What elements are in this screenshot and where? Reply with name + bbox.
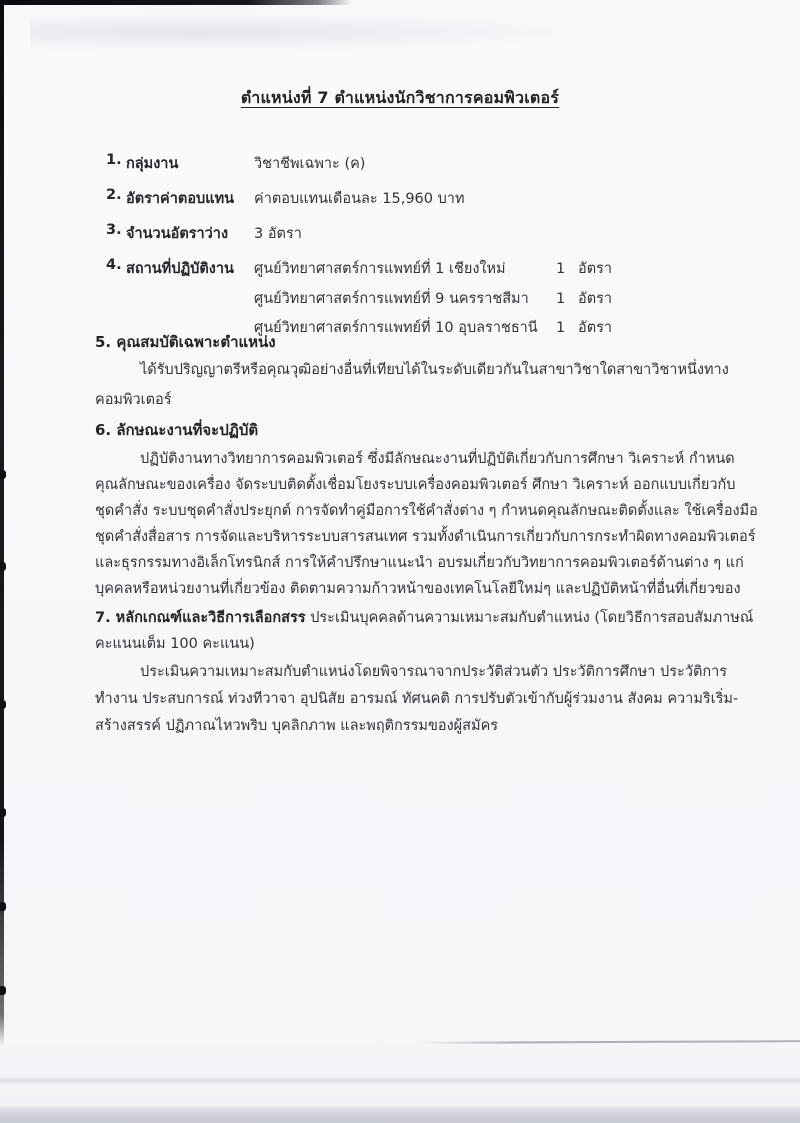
field-label: สถานที่ปฏิบัติงาน [126, 261, 234, 277]
section6-body [95, 447, 758, 603]
field-label: จำนวนอัตราว่าง [126, 226, 229, 242]
scan-artifact-top-edge [0, 0, 352, 5]
field-number: 3. [106, 222, 122, 238]
text-line: ประเมินความเหมาะสมกับตำแหน่งโดยพิจารณาจากประวัติส่วนตัว ประวัติการศึกษา ประวัติการ [140, 664, 728, 680]
field-value: 3 อัตรา [254, 226, 302, 242]
fields-list [106, 152, 726, 351]
field-label: อัตราค่าตอบแทน [126, 191, 235, 207]
field-compensation [106, 187, 726, 210]
text-line: สร้างสรรค์ ปฏิภาณไหวพริบ บุคลิกภาพ และพฤติกรรมของผู้สมัคร [95, 718, 499, 734]
page-title: ตำแหน่งที่ 7 ตำแหน่งนักวิชาการคอมพิวเตอร์ [240, 88, 560, 107]
location-unit: อัตรา [578, 290, 613, 307]
section5-heading: 5. คุณสมบัติเฉพาะตำแหน่ง [95, 333, 276, 351]
field-number: 4. [106, 257, 122, 273]
scan-artifact-left-edge [0, 0, 4, 1046]
location-count: 1 [556, 320, 566, 336]
scan-smudge [30, 12, 590, 52]
scan-artifact-scratch [420, 1040, 800, 1044]
field-number: 2. [106, 187, 122, 203]
scan-artifact-bottom-band [0, 1106, 800, 1123]
location-row [254, 287, 612, 310]
field-work-locations [106, 257, 726, 339]
location-row [254, 316, 612, 339]
location-row [254, 257, 612, 280]
text-line: ปฏิบัติงานทางวิทยาการคอมพิวเตอร์ ซึ่งมีลักษณะงานที่ปฏิบัติเกี่ยวกับการศึกษา วิเคราะห์ กำหนด [140, 451, 735, 467]
field-vacancies [106, 222, 726, 245]
text-line: ทำงาน ประสบการณ์ ท่วงทีวาจา อุปนิสัย อารมณ์ ทัศนคติ การปรับตัวเข้ากับผู้ร่วมงาน สังคม ความริเริ่ม- [95, 691, 739, 707]
location-name: ศูนย์วิทยาศาสตร์การแพทย์ที่ 1 เชียงใหม่ [254, 261, 506, 277]
scan-artifact-blob [0, 986, 6, 995]
text-line: ชุดคำสั่งสื่อสาร การจัดและบริหารระบบสารสนเทศ รวมทั้งดำเนินการเกี่ยวกับการกระทำผิดทางคอมพิวเตอร์ [95, 529, 756, 545]
section6-heading: 6. ลักษณะงานที่จะปฏิบัติ [95, 421, 259, 439]
field-number: 1. [106, 152, 122, 168]
scan-artifact-blob [0, 562, 6, 571]
section7-heading-line2: คะแนนเต็ม 100 คะแนน) [95, 636, 255, 652]
location-unit: อัตรา [578, 320, 613, 336]
location-unit: อัตรา [578, 261, 613, 277]
location-name: ศูนย์วิทยาศาสตร์การแพทย์ที่ 9 นครราชสีมา [254, 290, 529, 307]
location-count: 1 [556, 290, 566, 307]
field-work-group [106, 152, 726, 175]
scan-artifact-blob [0, 700, 6, 709]
scan-artifact-band [0, 1076, 800, 1085]
section7-heading-tail: ประเมินบุคคลด้านความเหมาะสมกับตำแหน่ง (โดยวิธีการสอบสัมภาษณ์ [310, 610, 754, 626]
scan-artifact-blob [0, 470, 6, 479]
text-line: ได้รับปริญญาตรีหรือคุณวุฒิอย่างอื่นที่เทียบได้ในระดับเดียวกันในสาขาวิชาใดสาขาวิชาหนึ่งทาง [140, 362, 729, 378]
location-name: ศูนย์วิทยาศาสตร์การแพทย์ที่ 10 อุบลราชธานี [254, 320, 538, 336]
section7-heading: 7. หลักเกณฑ์และวิธีการเลือกสรร [95, 610, 306, 626]
section5-body [95, 358, 729, 414]
scan-artifact-blob [0, 902, 6, 911]
location-list [254, 257, 612, 339]
section7-heading-line [95, 606, 754, 629]
text-line: คุณลักษณะของเครื่อง จัดระบบติดตั้งเชื่อมโยงระบบเครื่องคอมพิวเตอร์ ศึกษา วิเคราะห์ ออกแบบเกี่ยวกับ [95, 477, 736, 493]
field-value: ค่าตอบแทนเดือนละ 15,960 บาท [254, 191, 465, 207]
location-count: 1 [556, 261, 566, 277]
text-line: และธุรกรรมทางอิเล็กโทรนิกส์ การให้คำปรึกษาแนะนำ อบรมเกี่ยวกับวิทยาการคอมพิวเตอร์ด้านต่าง ๆ แก่ [95, 555, 744, 571]
text-line: คอมพิวเตอร์ [95, 392, 172, 408]
section7-body [95, 660, 739, 741]
field-label: กลุ่มงาน [126, 156, 179, 172]
field-value: วิชาชีพเฉพาะ (ค) [254, 156, 366, 172]
text-line: บุคคลหรือหน่วยงานที่เกี่ยวข้อง ติดตามความก้าวหน้าของเทคโนโลยีใหม่ๆ และปฏิบัติหน้าที่อื่นที่เกี่ยวของ [95, 581, 741, 597]
text-line: ชุดคำสั่ง ระบบชุดคำสั่งประยุกต์ การจัดทำคู่มือการใช้คำสั่งต่าง ๆ กำหนดคุณลักษณะติดตั้งและ ใช้เครื่องมือ [95, 503, 758, 519]
scan-artifact-blob [0, 808, 6, 817]
